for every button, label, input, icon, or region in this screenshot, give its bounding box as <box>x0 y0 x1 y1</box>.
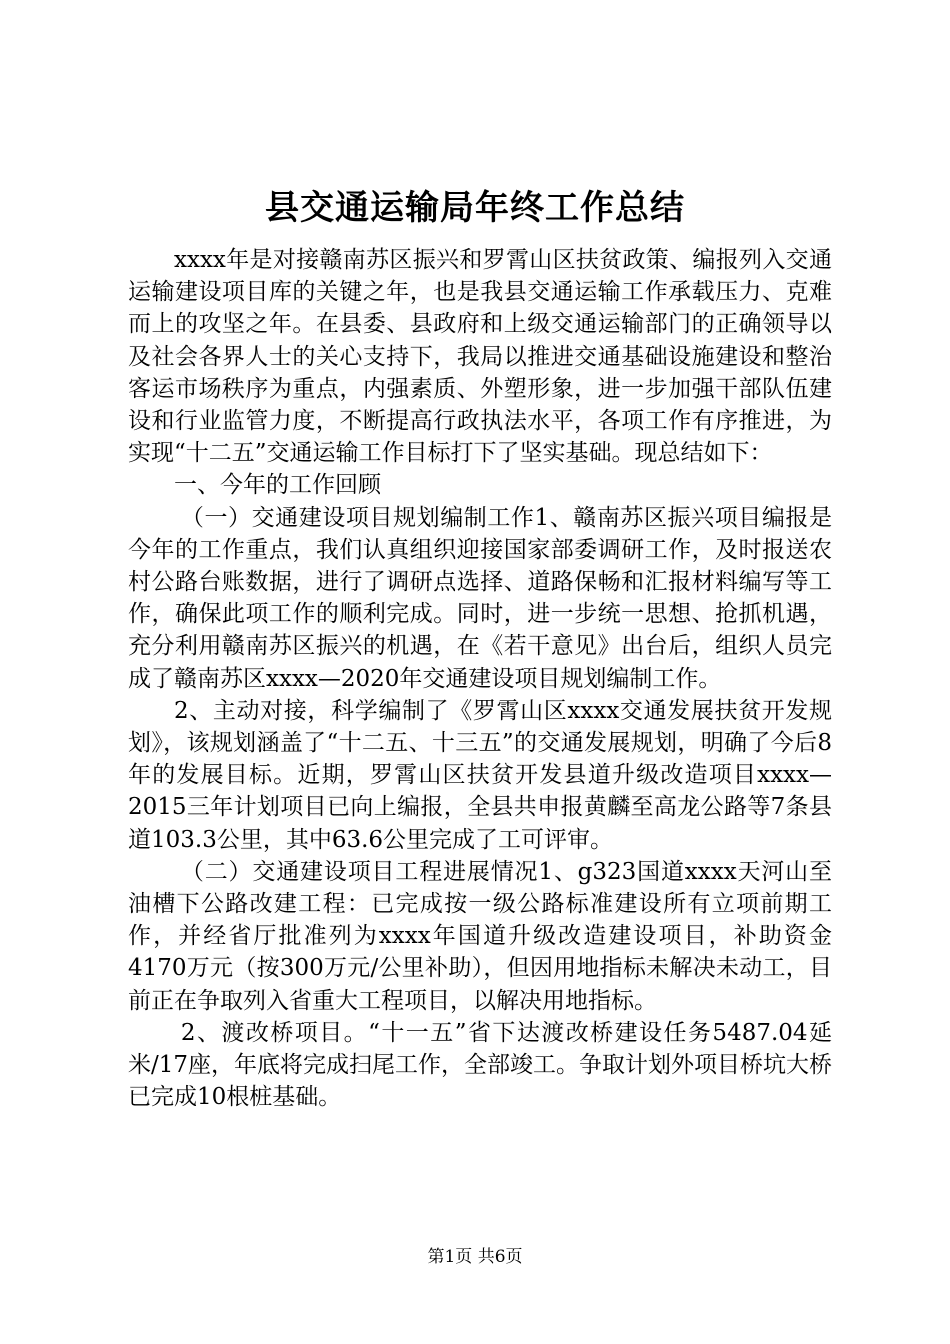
paragraph-planning: （一）交通建设项目规划编制工作1、赣南苏区振兴项目编报是今年的工作重点，我们认真组织迎接国家部委调研工作，及时报送农村公路台账数据，进行了调研点选择、道路保畅和汇报材料编写等工作，确保此项工作的顺利完成。同时，进一步统一思想、抢抓机遇，充分利用赣南苏区振兴的机遇，在《若干意见》出台后，组织人员完成了赣南苏区xxxx—2020年交通建设项目规划编制工作。 <box>128 504 832 692</box>
paragraph-poverty-plan: 2、主动对接，科学编制了《罗霄山区xxxx交通发展扶贫开发规划》，该规划涵盖了“十二五、十三五”的交通发展规划，明确了今后8年的发展目标。近期，罗霄山区扶贫开发县道升级改造项目xxxx—2015三年计划项目已向上编报，全县共申报黄麟至高龙公路等7条县道103.3公里，其中63.6公里完成了工可评审。 <box>128 697 832 853</box>
paragraph-intro: xxxx年是对接赣南苏区振兴和罗霄山区扶贫政策、编报列入交通运输建设项目库的关键之年，也是我县交通运输工作承载压力、克难而上的攻坚之年。在县委、县政府和上级交通运输部门的正确领导以及社会各界人士的关心支持下，我局以推进交通基础设施建设和整治客运市场秩序为重点，内强素质、外塑形象，进一步加强干部队伍建设和行业监管力度，不断提高行政执法水平，各项工作有序推进，为实现“十二五”交通运输工作目标打下了坚实基础。现总结如下： <box>128 247 832 467</box>
section-heading: 一、今年的工作回顾 <box>174 472 381 499</box>
document-body <box>128 244 832 1113</box>
document-title: 县交通运输局年终工作总结 <box>265 188 685 228</box>
paragraph-bridge: 2、渡改桥项目。“十一五”省下达渡改桥建设任务5487.04延米/17座，年底将完成扫尾工作，全部竣工。争取计划外项目桥坑大桥已完成10根桩基础。 <box>128 1019 833 1111</box>
paragraph-progress: （二）交通建设项目工程进展情况1、g323国道xxxx天河山至油槽下公路改建工程：已完成按一级公路标准建设所有立项前期工作，并经省厅批准列为xxxx年国道升级改造建设项目，补助资金4170万元（按300万元/公里补助），但因用地指标未解决未动工，目前正在争取列入省重大工程项目，以解决用地指标。 <box>128 858 832 1014</box>
page-footer: 第1页 共6页 <box>427 1247 523 1267</box>
